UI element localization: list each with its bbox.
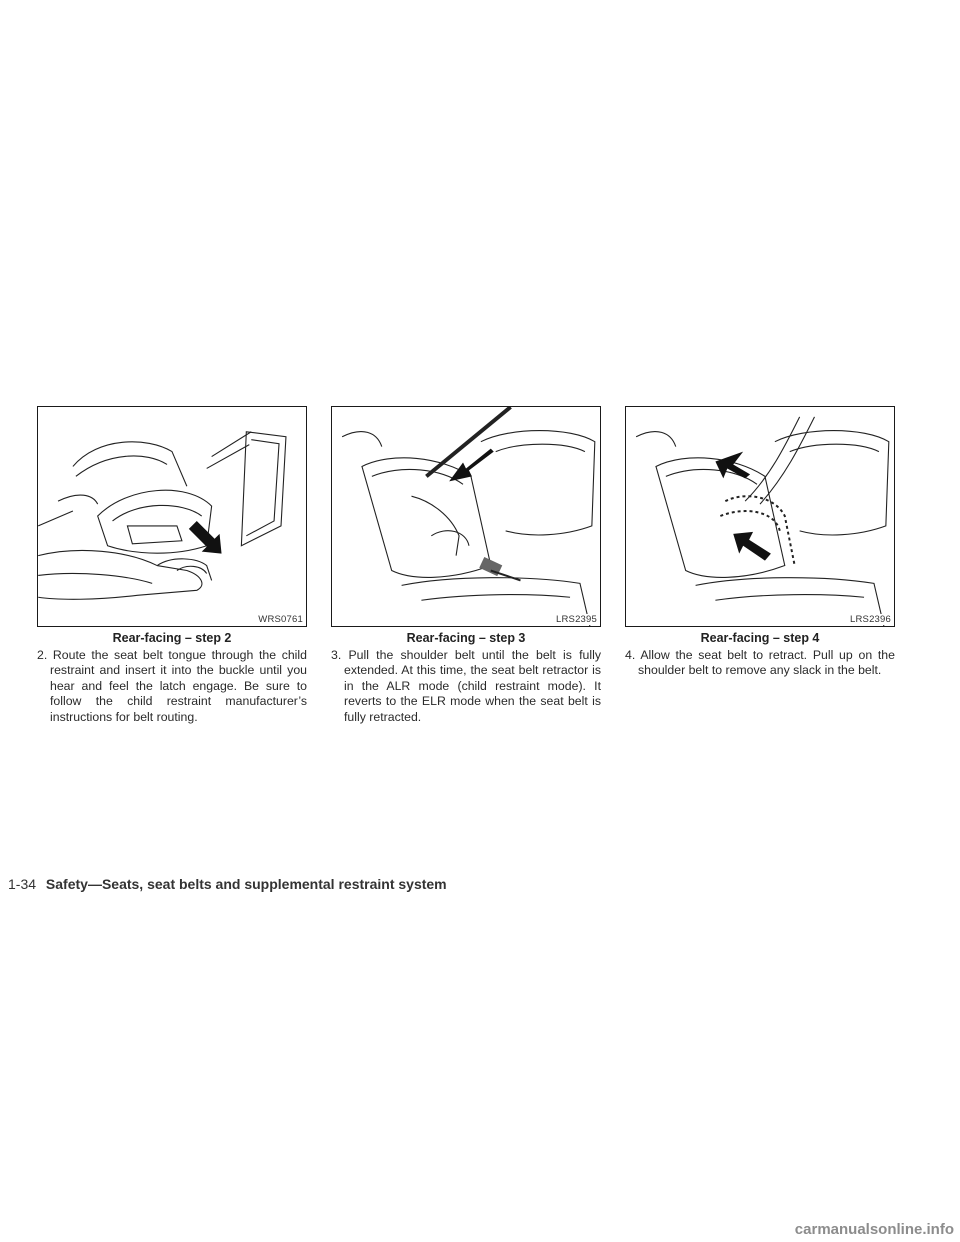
illustration-rear-facing-step-4 <box>626 407 894 626</box>
figure-code: WRS0761 <box>258 614 303 625</box>
figure-step-3 <box>331 406 601 627</box>
figure-code: LRS2396 <box>849 614 891 625</box>
instruction-step-4: 4. Allow the seat belt to retract. Pull up on the shoulder belt to remove any slack in the belt. <box>625 648 895 678</box>
figure-code: LRS2395 <box>555 614 597 625</box>
figure-caption: Rear-facing – step 3 <box>406 631 526 645</box>
instruction-step-3: 3. Pull the shoulder belt until the belt is fully extended. At this time, the seat belt retractor is in the ALR mode (child restraint mode). It reverts to the ELR mode when the seat belt is fully retracted. <box>331 648 601 724</box>
illustration-rear-facing-step-3 <box>332 407 600 626</box>
watermark: carmanualsonline.info <box>794 1221 954 1238</box>
section-title: Safety—Seats, seat belts and supplemental restraint system <box>45 876 447 892</box>
page-number: 1-34 <box>8 876 37 892</box>
figure-caption: Rear-facing – step 4 <box>700 631 820 645</box>
figure-caption: Rear-facing – step 2 <box>112 631 232 645</box>
page-footer <box>8 876 447 892</box>
illustration-rear-facing-step-2 <box>38 407 306 626</box>
figure-step-2 <box>37 406 307 627</box>
instruction-step-2: 2. Route the seat belt tongue through the child restraint and insert it into the buckle until you hear and feel the latch engage. Be sure to follow the child restraint manufacturer’s instructions for belt routing. <box>37 648 307 724</box>
figure-step-4 <box>625 406 895 627</box>
